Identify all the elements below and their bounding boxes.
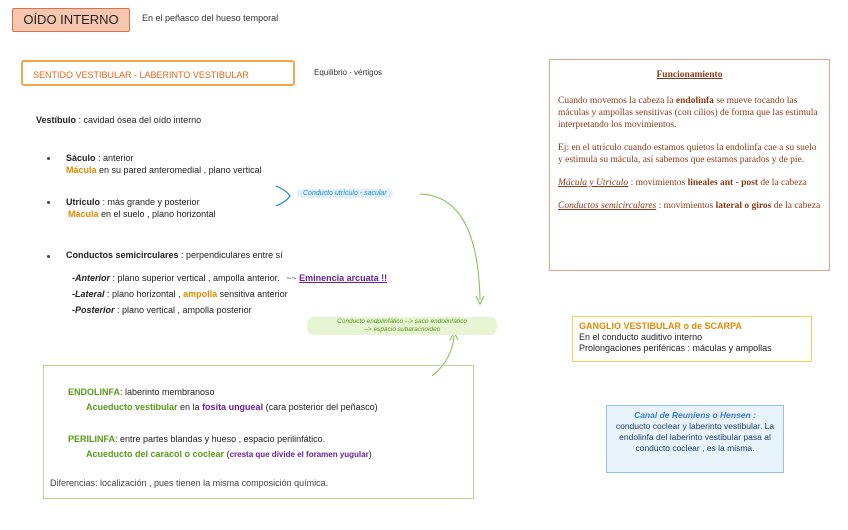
funcionamiento-box xyxy=(549,59,830,271)
conductos-line xyxy=(66,250,283,260)
page-title: OÍDO INTERNO xyxy=(12,8,130,32)
diferencias-text: Diferencias: localización , pues tienen la misma composición química. xyxy=(50,478,329,488)
funcionamiento-p1: Cuando movemos la cabeza la endolinfa se mueve tocando las máculas y ampollas sensitivas (con cilios) de forma que las estimula interpretando los movimientos. xyxy=(558,96,818,130)
canal-title: Canal de Reuniens o Hensen : xyxy=(634,410,756,420)
ganglio-box xyxy=(572,316,812,362)
canal-body: conducto coclear y laberinto vestibular. La endolinfa del laberinto vestibular pasa al conducto coclear , es la misma. xyxy=(615,421,775,453)
eminencia-link: Eminencia arcuata !! xyxy=(299,273,388,283)
section-note: Equilibrio - vértigos xyxy=(314,68,383,77)
saculo-term: Sáculo xyxy=(66,153,96,163)
paren-open: ( xyxy=(224,449,230,459)
lateral-ampolla: ampolla xyxy=(183,289,218,299)
posterior-term: -Posterior xyxy=(72,305,115,315)
endolinfatico-line2: --> espacio subaracnoideo xyxy=(363,326,441,333)
conductos-subitems xyxy=(72,270,387,318)
endolinfa-desc: : laberinto membranoso xyxy=(120,387,215,397)
funcionamiento-p3: Mácula y Utrículo : movimientos lineales ant - post de la cabeza xyxy=(558,178,807,188)
ganglio-line2: Prolongaciones periféricas : máculas y ampollas xyxy=(579,343,772,353)
conducto-utriculo-sacular-pill: Conducto utrículo - sacular xyxy=(297,189,393,198)
anterior-term: -Anterior xyxy=(72,273,110,283)
funcionamiento-p4: Conductos semicirculares : movimientos lateral o giros de la cabeza xyxy=(558,201,821,211)
posterior-desc: : plano vertical , ampolla posterior xyxy=(114,305,252,315)
funcionamiento-heading: Funcionamiento xyxy=(656,70,723,80)
anterior-desc: : plano superior vertical , ampolla anterior. xyxy=(110,273,280,283)
arrow-line xyxy=(420,194,480,300)
conductos-term: Conductos semicirculares xyxy=(66,250,179,260)
vestibulo-desc: : cavidad ósea del oído interno xyxy=(76,115,202,125)
saculo-macula: Mácula xyxy=(66,165,97,175)
utriculo-desc: : más grande y posterior xyxy=(100,197,200,207)
funcionamiento-p2: Ej: en el utrículo cuando estamos quietos la endolinfa cae a su suelo y estimula su mácula, así sabemos que estamos parados y de pie. xyxy=(558,143,817,165)
page-subtitle: En el peñasco del hueso temporal xyxy=(142,13,279,23)
conducto-endolinfatico-pill xyxy=(307,317,497,335)
utriculo-macula: Mácula xyxy=(68,209,99,219)
acueducto-end: (cara posterior del peñasco) xyxy=(263,402,378,412)
lateral-term: -Lateral xyxy=(72,289,105,299)
bullet-dot xyxy=(47,255,50,258)
saculo-desc: : anterior xyxy=(95,153,134,163)
saculo-macula-desc: en su pared anteromedial , plano vertical xyxy=(96,165,262,175)
conductos-desc: : perpendiculares entre sí xyxy=(178,250,283,260)
fosita-ungueal: fosita ungueal xyxy=(202,402,264,412)
lateral-desc1: : plano horizontal , xyxy=(104,289,184,299)
endolinfa-block xyxy=(68,385,378,415)
bracket-icon xyxy=(276,186,290,206)
acueducto-mid: en la xyxy=(177,402,203,412)
cresta-text: cresta que divide el foramen yugular xyxy=(229,450,369,459)
perilinfa-block xyxy=(68,432,372,462)
vestibulo-term: Vestíbulo xyxy=(36,115,77,125)
acueducto-coclear: Acueducto del caracol o coclear xyxy=(86,449,225,459)
canal-box xyxy=(606,405,784,473)
endolinfatico-line1: Conducto endolinfático --> saco endolinfático xyxy=(337,318,467,325)
utriculo-macula-desc: en el suelo , plano horizontal xyxy=(98,209,216,219)
perilinfa-desc: : entre partes blandas y hueso , espacio perilinfático. xyxy=(115,434,326,444)
ganglio-title: GANGLIO VESTIBULAR o de SCARPA xyxy=(579,321,742,331)
acueducto-vestibular: Acueducto vestibular xyxy=(86,402,178,412)
perilinfa-term: PERILINFA xyxy=(68,434,116,444)
utriculo-term: Utrículo xyxy=(66,197,101,207)
wave-arrow-icon: ~~ xyxy=(286,273,297,283)
endolinfa-term: ENDOLINFA xyxy=(68,387,121,397)
paren-close: ) xyxy=(368,449,372,459)
section-heading: SENTIDO VESTIBULAR - LABERINTO VESTIBULAR xyxy=(33,70,249,80)
ganglio-line1: En el conducto auditivo interno xyxy=(579,332,703,342)
lateral-desc2: sensitiva anterior xyxy=(217,289,288,299)
